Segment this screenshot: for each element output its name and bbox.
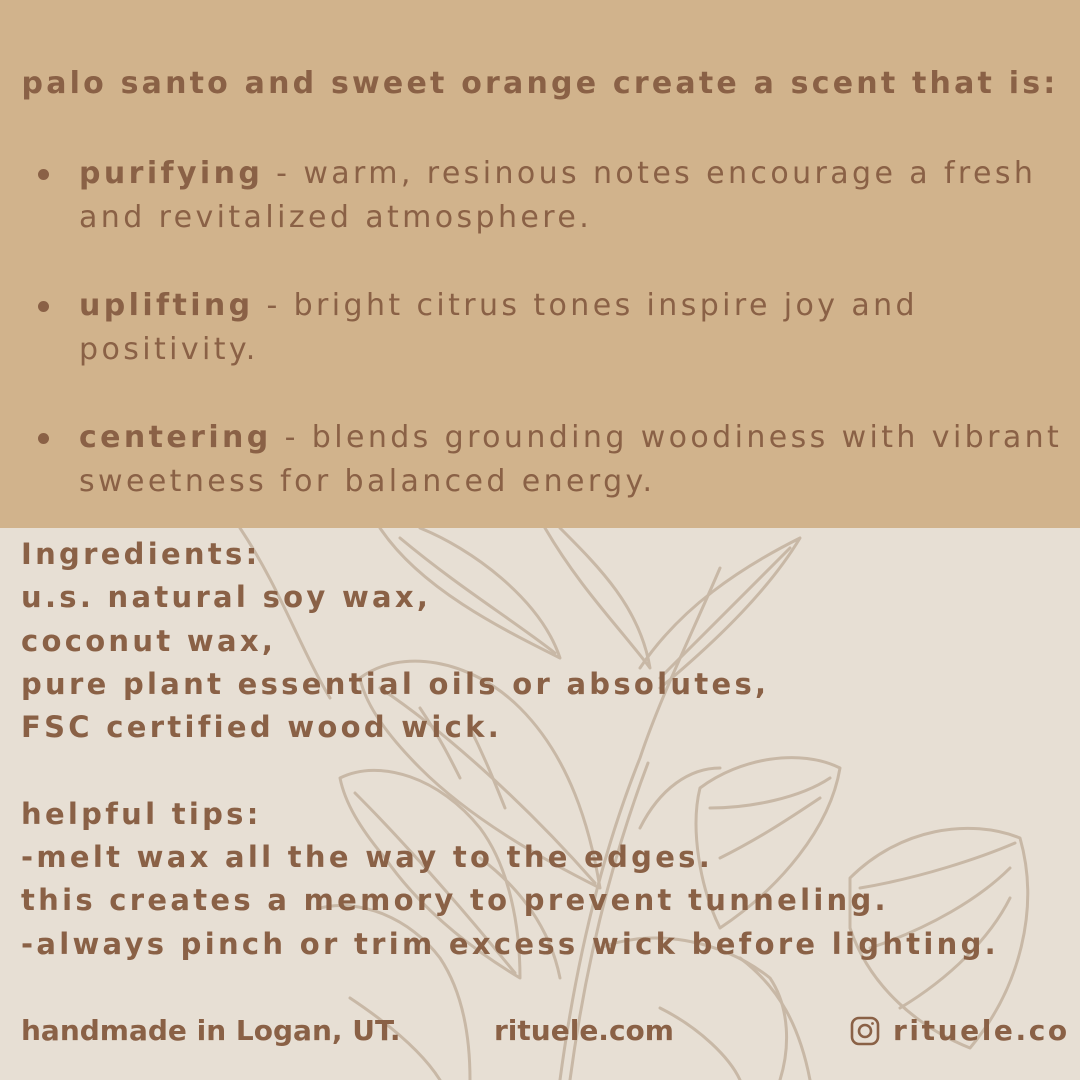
tip-line: this creates a memory to prevent tunneling. — [21, 883, 889, 918]
ingredient-line: FSC certified wood wick. — [21, 710, 503, 745]
footer-instagram-link[interactable] — [850, 1014, 1070, 1047]
ingredient-line: u.s. natural soy wax, — [21, 580, 432, 615]
scent-bullet-desc: - warm, resinous notes encourage a fresh and revitalized atmosphere. — [79, 156, 1037, 235]
scent-bullet-item — [38, 416, 1068, 504]
scent-bullet-desc: - blends grounding woodiness with vibrant sweetness for balanced energy. — [79, 420, 1063, 499]
tips-heading: helpful tips: — [21, 796, 262, 831]
info-section — [21, 533, 999, 966]
section-spacer — [21, 749, 999, 792]
scent-headline: palo santo and sweet orange create a scent that is: — [21, 66, 1059, 101]
bullet-dot-icon — [38, 169, 49, 180]
scent-bullet-term: uplifting — [79, 288, 254, 323]
tip-line: -always pinch or trim excess wick before lighting. — [21, 926, 999, 961]
scent-bullet-term: purifying — [79, 156, 264, 191]
scent-bullet-item — [38, 284, 1068, 372]
bullet-dot-icon — [38, 301, 49, 312]
tip-line: -melt wax all the way to the edges. — [21, 840, 714, 875]
ingredient-line: coconut wax, — [21, 623, 277, 658]
instagram-handle: rituele.co — [893, 1014, 1070, 1047]
instagram-icon — [850, 1016, 880, 1046]
scent-bullet-term: centering — [79, 420, 272, 455]
bullet-dot-icon — [38, 433, 49, 444]
ingredient-line: pure plant essential oils or absolutes, — [21, 666, 770, 701]
scent-bullet-desc: - bright citrus tones inspire joy and positivity. — [79, 288, 918, 367]
footer-website-link[interactable]: rituele.com — [494, 1014, 674, 1047]
ingredients-heading: Ingredients: — [21, 537, 261, 571]
scent-panel — [0, 0, 1080, 528]
scent-bullet-item — [38, 152, 1068, 240]
scent-bullet-list — [38, 152, 1068, 504]
footer-location: handmade in Logan, UT. — [21, 1014, 401, 1047]
